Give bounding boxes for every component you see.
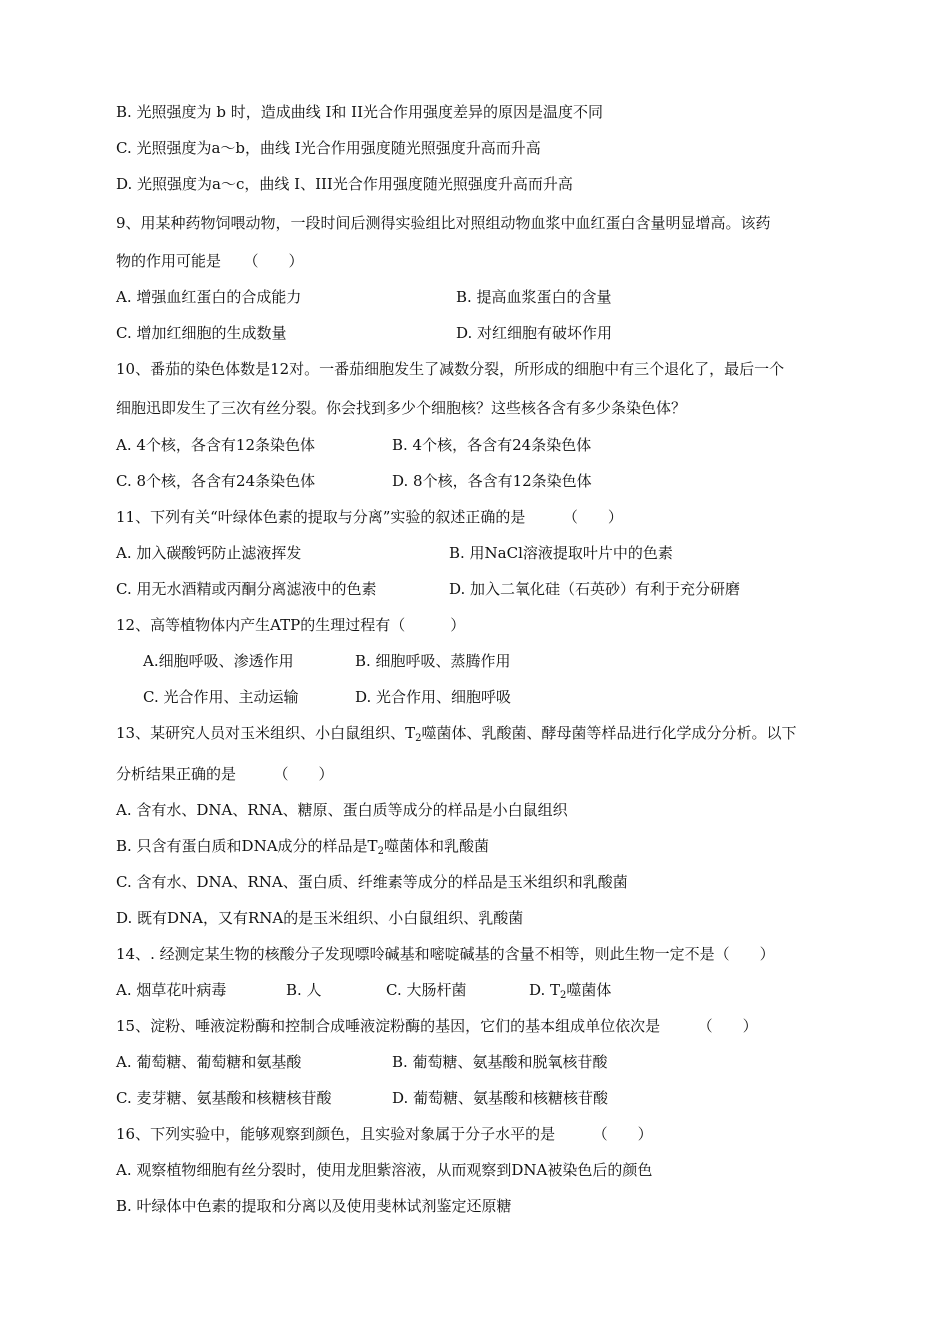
q15-option-c: C. 麦芽糖、氨基酸和核糖核苷酸 bbox=[116, 1089, 332, 1107]
q13-stem-line2: 分析结果正确的是 （ ） bbox=[116, 765, 334, 783]
q16-stem: 16、下列实验中，能够观察到颜色，且实验对象属于分子水平的是 （ ） bbox=[116, 1125, 653, 1143]
q8-option-d: D. 光照强度为a～c，曲线 I、III光合作用强度随光照强度升高而升高 bbox=[116, 175, 573, 193]
q12-option-c: C. 光合作用、主动运输 bbox=[143, 688, 299, 706]
q13-stem-part1: 13、某研究人员对玉米组织、小白鼠组织、T bbox=[116, 724, 416, 742]
q12-option-d: D. 光合作用、细胞呼吸 bbox=[355, 688, 512, 706]
q14-option-d-part2: 噬菌体 bbox=[566, 981, 612, 999]
q13-option-b-part1: B. 只含有蛋白质和DNA成分的样品是T bbox=[116, 837, 378, 855]
q13-option-d: D. 既有DNA，又有RNA的是玉米组织、小白鼠组织、乳酸菌 bbox=[116, 909, 524, 927]
q10-option-d: D. 8个核，各含有12条染色体 bbox=[392, 472, 592, 490]
q13-stem-line1 bbox=[116, 723, 850, 743]
q10-option-a: A. 4个核，各含有12条染色体 bbox=[116, 436, 316, 454]
q15-option-d: D. 葡萄糖、氨基酸和核糖核苷酸 bbox=[392, 1089, 609, 1107]
q10-option-c: C. 8个核，各含有24条染色体 bbox=[116, 472, 316, 490]
q13-stem-part2: 噬菌体、乳酸菌、酵母菌等样品进行化学成分分析。以下 bbox=[421, 724, 797, 742]
q15-option-a: A. 葡萄糖、葡萄糖和氨基酸 bbox=[116, 1053, 302, 1071]
q9-option-c: C. 增加红细胞的生成数量 bbox=[116, 324, 287, 342]
q14-option-d bbox=[529, 980, 611, 1000]
q12-stem: 12、高等植物体内产生ATP的生理过程有（ ） bbox=[116, 616, 466, 634]
q13-option-b bbox=[116, 836, 850, 856]
q16-option-a: A. 观察植物细胞有丝分裂时，使用龙胆紫溶液，从而观察到DNA被染色后的颜色 bbox=[116, 1161, 653, 1179]
q12-option-b: B. 细胞呼吸、蒸腾作用 bbox=[355, 652, 511, 670]
q9-option-b: B. 提高血浆蛋白的含量 bbox=[456, 288, 612, 306]
q9-option-a: A. 增强血红蛋白的合成能力 bbox=[116, 288, 302, 306]
q13-option-a: A. 含有水、DNA、RNA、糖原、蛋白质等成分的样品是小白鼠组织 bbox=[116, 801, 568, 819]
q14-option-b: B. 人 bbox=[286, 981, 322, 999]
q11-option-c: C. 用无水酒精或丙酮分离滤液中的色素 bbox=[116, 580, 377, 598]
q14-option-c: C. 大肠杆菌 bbox=[386, 981, 467, 999]
q13-option-b-part2: 噬菌体和乳酸菌 bbox=[383, 837, 489, 855]
q9-option-d: D. 对红细胞有破坏作用 bbox=[456, 324, 613, 342]
q13-option-b-subscript: 2 bbox=[377, 846, 384, 857]
q15-stem: 15、淀粉、唾液淀粉酶和控制合成唾液淀粉酶的基因，它们的基本组成单位依次是 （ ） bbox=[116, 1017, 758, 1035]
q14-option-a: A. 烟草花叶病毒 bbox=[116, 981, 227, 999]
q8-option-c: C. 光照强度为a～b，曲线 I光合作用强度随光照强度升高而升高 bbox=[116, 139, 541, 157]
q14-option-d-subscript: 2 bbox=[560, 990, 567, 1001]
q10-option-b: B. 4个核，各含有24条染色体 bbox=[392, 436, 592, 454]
q16-option-b: B. 叶绿体中色素的提取和分离以及使用斐林试剂鉴定还原糖 bbox=[116, 1197, 512, 1215]
q10-stem-line2: 细胞迅即发生了三次有丝分裂。你会找到多少个细胞核？这些核各含有多少条染色体？ bbox=[116, 399, 687, 417]
q13-stem-subscript: 2 bbox=[415, 733, 422, 744]
q15-option-b: B. 葡萄糖、氨基酸和脱氧核苷酸 bbox=[392, 1053, 608, 1071]
q11-option-a: A. 加入碳酸钙防止滤液挥发 bbox=[116, 544, 302, 562]
q9-stem-line1: 9、用某种药物饲喂动物，一段时间后测得实验组比对照组动物血浆中血红蛋白含量明显增高。该药 bbox=[116, 214, 771, 232]
q10-stem-line1: 10、番茄的染色体数是12对。一番茄细胞发生了减数分裂，所形成的细胞中有三个退化了，最后一个 bbox=[116, 360, 785, 378]
q8-option-b: B. 光照强度为 b 时，造成曲线 I和 II光合作用强度差异的原因是温度不同 bbox=[116, 103, 604, 121]
q14-option-d-part1: D. T bbox=[529, 981, 561, 999]
q11-option-d: D. 加入二氧化硅（石英砂）有利于充分研磨 bbox=[449, 580, 741, 598]
q11-option-b: B. 用NaCl溶液提取叶片中的色素 bbox=[449, 544, 673, 562]
q13-option-c: C. 含有水、DNA、RNA、蛋白质、纤维素等成分的样品是玉米组织和乳酸菌 bbox=[116, 873, 628, 891]
q12-option-a: A.细胞呼吸、渗透作用 bbox=[143, 652, 294, 670]
q11-stem: 11、下列有关“叶绿体色素的提取与分离”实验的叙述正确的是 （ ） bbox=[116, 508, 623, 526]
q9-stem-line2: 物的作用可能是 （ ） bbox=[116, 252, 304, 270]
q14-stem: 14、. 经测定某生物的核酸分子发现嘌呤碱基和嘧啶碱基的含量不相等，则此生物一定不是（ ） bbox=[116, 945, 775, 963]
